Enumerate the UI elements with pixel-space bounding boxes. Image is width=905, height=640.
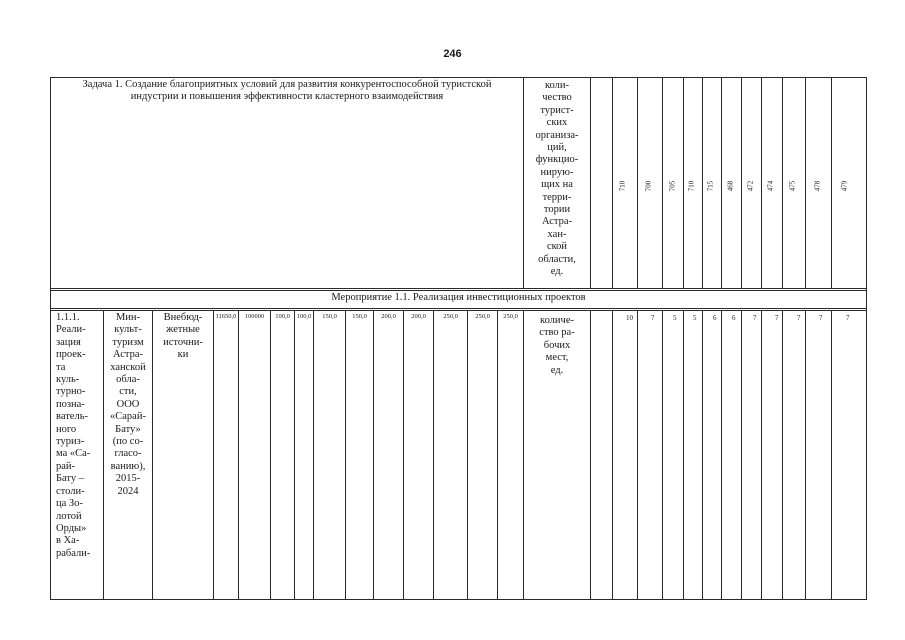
- indicator-value: 7: [753, 314, 757, 322]
- indicator-value: 710: [687, 180, 696, 192]
- indicator-value: 7: [651, 314, 655, 322]
- indicator-value: 710: [618, 180, 627, 192]
- column-divider: [662, 310, 663, 599]
- indicator-value: 700: [644, 180, 653, 192]
- column-divider: [741, 310, 742, 599]
- column-divider: [294, 310, 295, 599]
- column-divider: [497, 310, 498, 599]
- funding-value: 100,0: [296, 313, 312, 320]
- funding-value: 100000: [244, 313, 265, 320]
- funding-value: 250,0: [443, 313, 458, 320]
- indicator-value: 468: [726, 180, 735, 192]
- indicator-value: 475: [788, 180, 797, 192]
- column-divider: [782, 310, 783, 599]
- page-number: 246: [443, 48, 462, 60]
- funding-value: 200,0: [411, 313, 426, 320]
- indicator-value: 7: [797, 314, 801, 322]
- row-executor: Мин- культ- туризм Астра- ханской обла- сти, ООО «Сарай- Бату» (по со- гласо- ванию), 2015- 2024: [110, 312, 146, 497]
- column-divider: [213, 310, 214, 599]
- column-divider: [637, 77, 638, 288]
- row-funding-source: Внебюд- жетные источни- ки: [163, 312, 203, 361]
- column-divider: [721, 77, 722, 288]
- funding-value: 11650,0: [215, 313, 237, 320]
- indicator-value: 715: [706, 180, 715, 192]
- indicator-value: 6: [713, 314, 717, 322]
- row-divider: [50, 310, 867, 311]
- indicator-value: 7: [775, 314, 779, 322]
- indicator-value: 478: [813, 180, 822, 192]
- column-divider: [761, 310, 762, 599]
- column-divider: [741, 77, 742, 288]
- column-divider: [805, 77, 806, 288]
- row-divider: [50, 290, 867, 291]
- funding-value: 100,0: [275, 313, 290, 320]
- column-divider: [403, 310, 404, 599]
- column-divider: [238, 310, 239, 599]
- indicator-value: 6: [732, 314, 736, 322]
- column-divider: [702, 77, 703, 288]
- row-divider: [50, 288, 867, 289]
- column-divider: [702, 310, 703, 599]
- column-divider: [831, 310, 832, 599]
- table-right-border: [866, 77, 867, 599]
- indicator-value: 474: [766, 180, 775, 192]
- column-divider: [467, 310, 468, 599]
- column-divider: [612, 77, 613, 288]
- table-left-border: [50, 77, 51, 599]
- indicator-value: 479: [840, 180, 849, 192]
- column-divider: [831, 77, 832, 288]
- column-divider: [637, 310, 638, 599]
- table-bottom-border: [50, 599, 867, 600]
- row-indicator-label: количе- ство ра- бочих мест, ед.: [539, 315, 575, 376]
- indicator-label: коли- чество турист- ских организа- ций, функцио- нирую- щих на терри- тории Астра- хан- ской области, ед.: [535, 80, 579, 278]
- column-divider: [683, 77, 684, 288]
- column-divider: [761, 77, 762, 288]
- column-divider: [433, 310, 434, 599]
- funding-value: 250,0: [503, 313, 518, 320]
- funding-value: 150,0: [322, 313, 337, 320]
- row-number-and-name: 1.1.1. Реали- зация проек- та куль- турно- позна- ватель- ного туриз- ма «Са- рай- Бату – столи- ца Зо- лотой Орды» в Ха- рабали-: [56, 312, 91, 559]
- column-divider: [590, 77, 591, 288]
- indicator-value: 5: [693, 314, 697, 322]
- indicator-value: 5: [673, 314, 677, 322]
- column-divider: [662, 77, 663, 288]
- column-divider: [683, 310, 684, 599]
- funding-value: 250,0: [475, 313, 490, 320]
- column-divider: [313, 310, 314, 599]
- column-divider: [373, 310, 374, 599]
- column-divider: [721, 310, 722, 599]
- indicator-value: 7: [846, 314, 850, 322]
- indicator-value: 10: [626, 314, 633, 322]
- column-divider: [345, 310, 346, 599]
- row-divider: [50, 308, 867, 309]
- indicator-value: 472: [746, 180, 755, 192]
- column-divider: [782, 77, 783, 288]
- indicator-value: 705: [668, 180, 677, 192]
- task-heading: Задача 1. Создание благоприятных условий для развития конкурентоспособной туристской индустрии и повышения эффективности кластерного взаимодействия: [82, 79, 492, 103]
- funding-value: 150,0: [352, 313, 367, 320]
- column-divider: [590, 310, 591, 599]
- table-top-border: [50, 77, 867, 78]
- measure-heading: Мероприятие 1.1. Реализация инвестиционных проектов: [331, 292, 586, 303]
- column-divider: [805, 310, 806, 599]
- funding-value: 200,0: [381, 313, 396, 320]
- column-divider: [612, 310, 613, 599]
- column-divider: [270, 310, 271, 599]
- indicator-value: 7: [819, 314, 823, 322]
